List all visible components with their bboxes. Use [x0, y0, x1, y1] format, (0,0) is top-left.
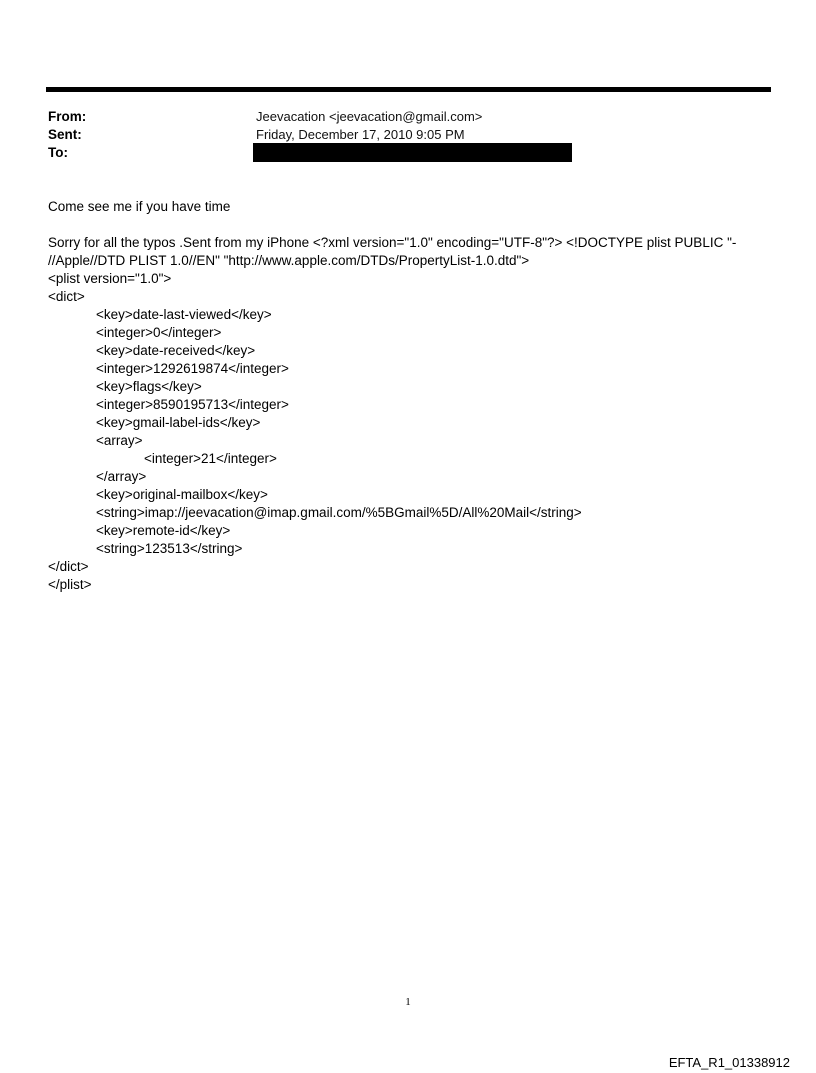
- body-line: <key>date-last-viewed</key>: [96, 307, 272, 322]
- greeting-line: Come see me if you have time: [48, 199, 231, 214]
- body-line: <plist version="1.0">: [48, 271, 172, 286]
- body-line: <string>123513</string>: [96, 541, 243, 556]
- body-line: </plist>: [48, 577, 92, 592]
- body-line: <key>date-received</key>: [96, 343, 256, 358]
- body-line: <string>imap://jeevacation@imap.gmail.com/%5BGmail%5D/All%20Mail</string>: [96, 505, 582, 520]
- body-line: <key>remote-id</key>: [96, 523, 231, 538]
- body-line: </array>: [96, 469, 147, 484]
- body-line: </dict>: [48, 559, 89, 574]
- body-line: <key>flags</key>: [96, 379, 202, 394]
- body-line: <integer>0</integer>: [96, 325, 222, 340]
- document-id: EFTA_R1_01338912: [668, 1055, 790, 1070]
- top-divider: [46, 87, 771, 92]
- page-number: 1: [405, 996, 411, 1008]
- sent-value: Friday, December 17, 2010 9:05 PM: [256, 127, 465, 142]
- from-label: From:: [48, 109, 87, 124]
- body-line: <key>gmail-label-ids</key>: [96, 415, 261, 430]
- body-line: <integer>21</integer>: [144, 451, 277, 466]
- body-line: Sorry for all the typos .Sent from my iPhone <?xml version="1.0" encoding="UTF-8"?> <!DOCTYPE plist PUBLIC "-: [48, 235, 737, 250]
- from-value: Jeevacation <jeevacation@gmail.com>: [256, 109, 483, 124]
- body-line: //Apple//DTD PLIST 1.0//EN" "http://www.apple.com/DTDs/PropertyList-1.0.dtd">: [48, 253, 530, 268]
- from-row: [48, 108, 748, 126]
- body-line: <integer>8590195713</integer>: [96, 397, 289, 412]
- body-line: <dict>: [48, 289, 85, 304]
- body-line: <key>original-mailbox</key>: [96, 487, 268, 502]
- sent-row: [48, 126, 748, 144]
- redaction-block: [253, 143, 572, 162]
- sent-label: Sent:: [48, 127, 82, 142]
- to-label: To:: [48, 145, 68, 160]
- body-line: <integer>1292619874</integer>: [96, 361, 289, 376]
- body-line: <array>: [96, 433, 143, 448]
